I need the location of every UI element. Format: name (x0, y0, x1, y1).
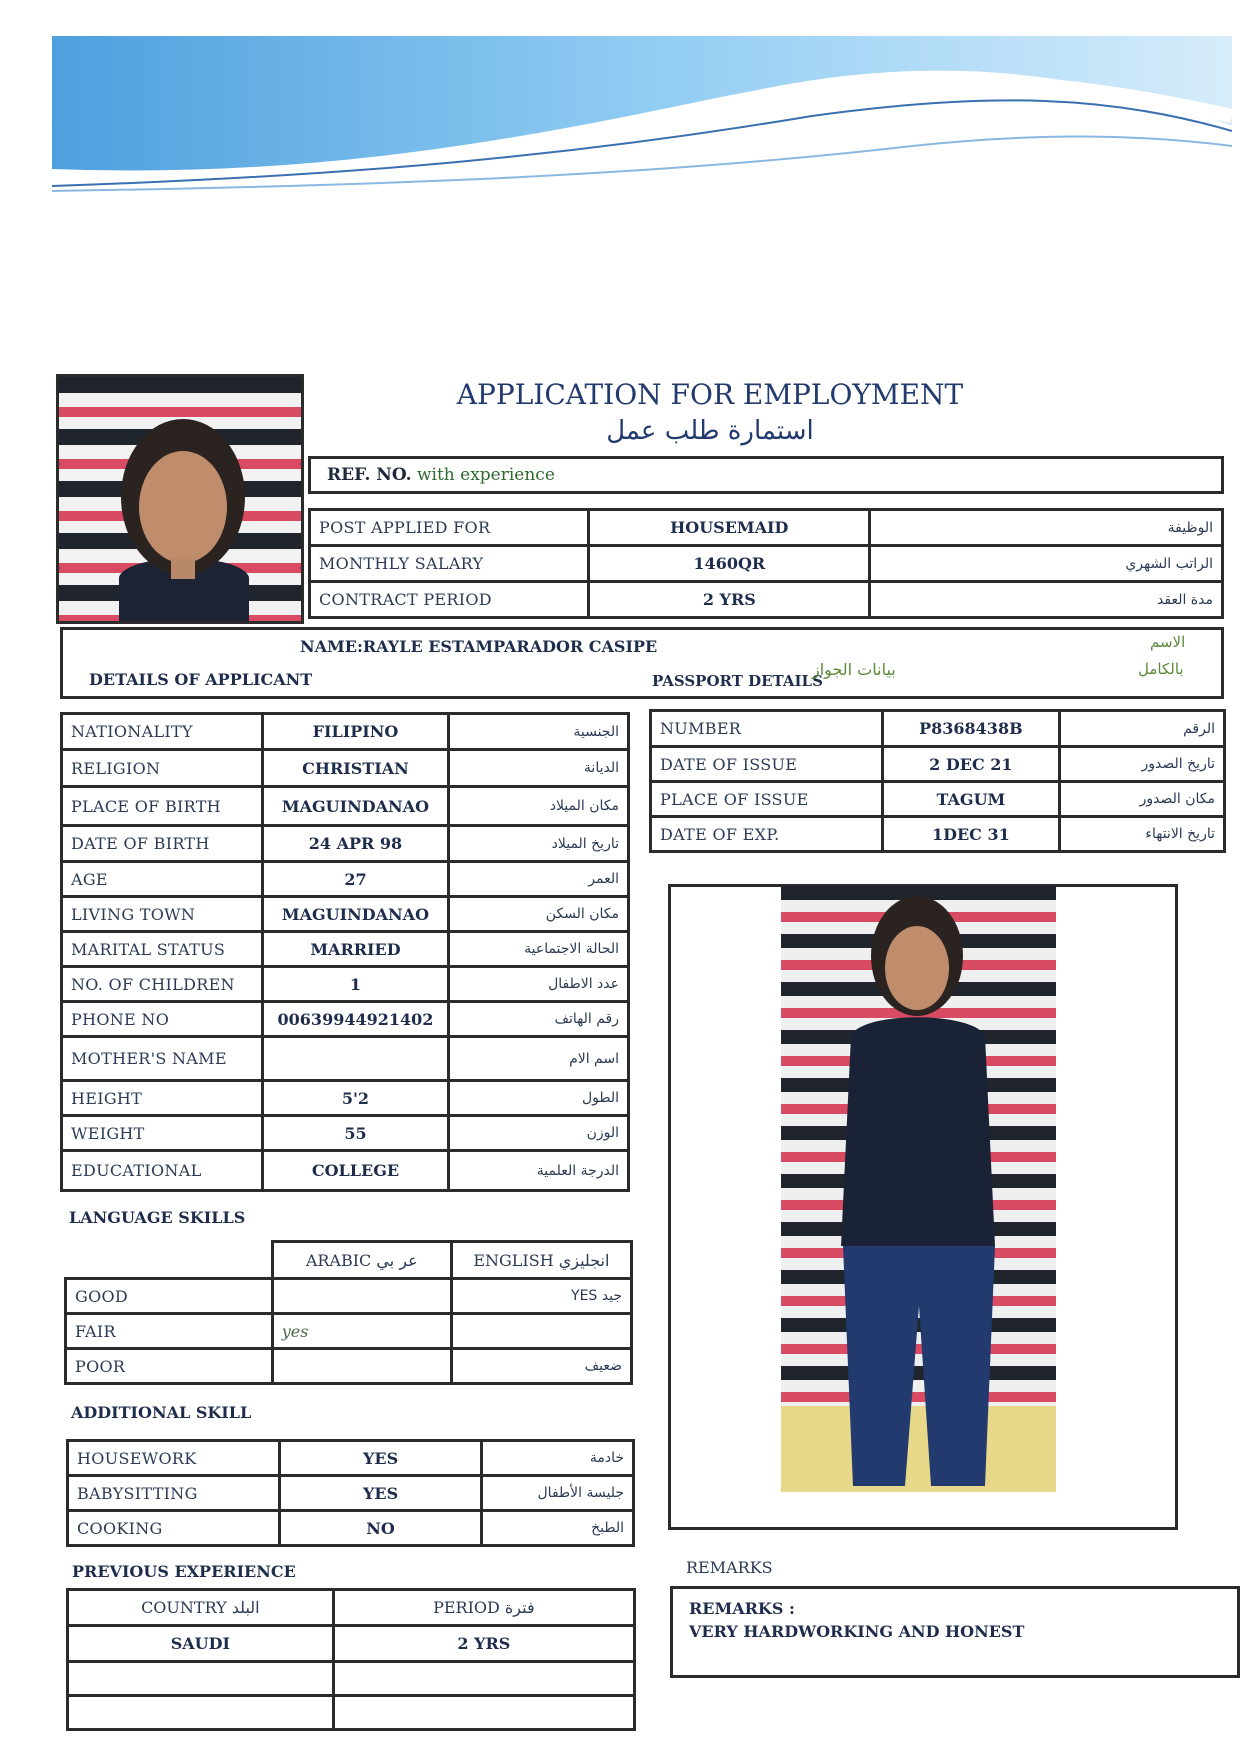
table-row (62, 1116, 629, 1151)
job-value: 2 YRS (589, 582, 870, 618)
detail-value: 24 APR 98 (263, 826, 449, 862)
detail-label-arabic: الجنسية (448, 714, 628, 750)
passport-value: P8368438B (882, 711, 1059, 747)
job-row (310, 510, 1223, 546)
detail-label-arabic: مكان السكن (448, 897, 628, 932)
table-row (66, 1349, 632, 1384)
detail-label: PLACE OF BIRTH (62, 787, 263, 826)
skill-value: NO (280, 1511, 482, 1546)
english-level-value: ضعيف (451, 1349, 631, 1384)
detail-value: 27 (263, 862, 449, 897)
arabic-column-header: ARABIC عر بي (272, 1242, 451, 1279)
job-label: CONTRACT PERIOD (310, 582, 589, 618)
passport-value: 1DEC 31 (882, 817, 1059, 852)
detail-value: CHRISTIAN (263, 750, 449, 787)
detail-label: MARITAL STATUS (62, 932, 263, 967)
skill-label-arabic: الطبخ (481, 1511, 633, 1546)
passport-label: PLACE OF ISSUE (651, 782, 883, 817)
additional-skill-heading: ADDITIONAL SKILL (71, 1403, 252, 1422)
detail-label: RELIGION (62, 750, 263, 787)
applicant-details-table (60, 712, 630, 1192)
table-row (62, 714, 629, 750)
skill-label: HOUSEWORK (68, 1441, 280, 1476)
detail-label-arabic: رقم الهاتف (448, 1002, 628, 1037)
arabic-level-value: yes (272, 1314, 451, 1349)
table-row (62, 750, 629, 787)
table-row (68, 1476, 634, 1511)
table-row (62, 897, 629, 932)
table-row (62, 787, 629, 826)
language-level-label: FAIR (66, 1314, 273, 1349)
detail-value: MAGUINDANAO (263, 897, 449, 932)
job-label: MONTHLY SALARY (310, 546, 589, 582)
experience-period: 2 YRS (333, 1626, 634, 1662)
detail-label: MOTHER'S NAME (62, 1037, 263, 1081)
detail-label-arabic: العمر (448, 862, 628, 897)
full-name-label-arabic: بالكامل (1138, 660, 1184, 678)
table-row (651, 817, 1225, 852)
details-of-applicant-heading: DETAILS OF APPLICANT (89, 670, 313, 689)
form-title-arabic: استمارة طلب عمل (606, 416, 814, 446)
detail-value: FILIPINO (263, 714, 449, 750)
table-row (62, 862, 629, 897)
remarks-box (670, 1586, 1240, 1678)
detail-label-arabic: الطول (448, 1081, 628, 1116)
passport-label-arabic: مكان الصدور (1060, 782, 1225, 817)
job-label: POST APPLIED FOR (310, 510, 589, 546)
table-row (62, 932, 629, 967)
table-row (68, 1441, 634, 1476)
detail-value: COLLEGE (263, 1151, 449, 1191)
form-title: APPLICATION FOR EMPLOYMENT (456, 378, 964, 411)
detail-label: LIVING TOWN (62, 897, 263, 932)
table-row (62, 967, 629, 1002)
table-row (68, 1696, 635, 1730)
detail-value: 00639944921402 (263, 1002, 449, 1037)
previous-experience-heading: PREVIOUS EXPERIENCE (72, 1562, 296, 1581)
job-table (308, 508, 1224, 619)
detail-value: 5'2 (263, 1081, 449, 1116)
table-row (66, 1314, 632, 1349)
table-row (62, 1151, 629, 1191)
detail-value: MARRIED (263, 932, 449, 967)
wave-banner (52, 36, 1232, 196)
detail-label-arabic: الديانة (448, 750, 628, 787)
detail-value: 55 (263, 1116, 449, 1151)
experience-country (68, 1662, 334, 1696)
table-row (68, 1511, 634, 1546)
passport-details-heading-arabic: بيانات الجواز (812, 660, 896, 679)
table-row (62, 1081, 629, 1116)
job-row (310, 582, 1223, 618)
detail-label: HEIGHT (62, 1081, 263, 1116)
arabic-level-value (272, 1349, 451, 1384)
detail-label-arabic: الوزن (448, 1116, 628, 1151)
applicant-full-body-photo (781, 886, 1056, 1492)
experience-country (68, 1696, 334, 1730)
skill-value: YES (280, 1476, 482, 1511)
remarks-label: REMARKS : (689, 1599, 795, 1618)
passport-label: DATE OF EXP. (651, 817, 883, 852)
detail-label-arabic: عدد الاطفال (448, 967, 628, 1002)
passport-details-table (649, 709, 1226, 853)
detail-value (263, 1037, 449, 1081)
language-level-label: POOR (66, 1349, 273, 1384)
applicant-name: NAME:RAYLE ESTAMPARADOR CASIPE (300, 637, 658, 656)
english-level-value: YES جيد (451, 1279, 631, 1314)
table-row (62, 826, 629, 862)
detail-label: DATE OF BIRTH (62, 826, 263, 862)
detail-label-arabic: اسم الام (448, 1037, 628, 1081)
name-label-arabic: الاسم (1150, 633, 1186, 651)
period-column-header: PERIOD فترة (333, 1590, 634, 1626)
remarks-heading: REMARKS (686, 1558, 773, 1577)
detail-value: 1 (263, 967, 449, 1002)
job-label-arabic: الراتب الشهري (870, 546, 1223, 582)
remarks-text: VERY HARDWORKING AND HONEST (689, 1622, 1025, 1641)
skill-label-arabic: خادمة (481, 1441, 633, 1476)
passport-label-arabic: تاريخ الصدور (1060, 747, 1225, 782)
detail-label: EDUCATIONAL (62, 1151, 263, 1191)
job-value: HOUSEMAID (589, 510, 870, 546)
reference-number-field (308, 456, 1224, 494)
table-row (651, 782, 1225, 817)
passport-value: 2 DEC 21 (882, 747, 1059, 782)
table-header-row (66, 1242, 632, 1279)
experience-country: SAUDI (68, 1626, 334, 1662)
language-skills-table (64, 1240, 633, 1385)
passport-label-arabic: تاريخ الانتهاء (1060, 817, 1225, 852)
passport-label: NUMBER (651, 711, 883, 747)
detail-label: AGE (62, 862, 263, 897)
english-column-header: ENGLISH انجليزي (451, 1242, 631, 1279)
detail-label-arabic: مكان الميلاد (448, 787, 628, 826)
detail-label: NATIONALITY (62, 714, 263, 750)
ref-label: REF. NO. (327, 465, 412, 485)
detail-label: NO. OF CHILDREN (62, 967, 263, 1002)
detail-label: WEIGHT (62, 1116, 263, 1151)
passport-value: TAGUM (882, 782, 1059, 817)
english-level-value (451, 1314, 631, 1349)
language-skills-heading: LANGUAGE SKILLS (69, 1208, 246, 1227)
detail-label-arabic: تاريخ الميلاد (448, 826, 628, 862)
table-row (62, 1037, 629, 1081)
empty-header-cell (66, 1242, 273, 1279)
table-row (66, 1279, 632, 1314)
table-row (651, 711, 1225, 747)
detail-label-arabic: الحالة الاجتماعية (448, 932, 628, 967)
table-row (68, 1662, 635, 1696)
job-label-arabic: الوظيفة (870, 510, 1223, 546)
experience-period (333, 1696, 634, 1730)
country-column-header: COUNTRY البلد (68, 1590, 334, 1626)
job-row (310, 546, 1223, 582)
job-value: 1460QR (589, 546, 870, 582)
skill-label-arabic: جليسة الأطفال (481, 1476, 633, 1511)
table-header-row (68, 1590, 635, 1626)
skill-label: BABYSITTING (68, 1476, 280, 1511)
applicant-portrait-photo (56, 374, 304, 624)
additional-skill-table (66, 1439, 635, 1547)
skill-value: YES (280, 1441, 482, 1476)
skill-label: COOKING (68, 1511, 280, 1546)
detail-value: MAGUINDANAO (263, 787, 449, 826)
passport-label-arabic: الرقم (1060, 711, 1225, 747)
passport-details-heading: PASSPORT DETAILS (652, 672, 823, 690)
arabic-level-value (272, 1279, 451, 1314)
ref-value: with experience (416, 465, 555, 485)
experience-period (333, 1662, 634, 1696)
previous-experience-table (66, 1588, 636, 1731)
table-row (62, 1002, 629, 1037)
detail-label-arabic: الدرجة العلمية (448, 1151, 628, 1191)
table-row (651, 747, 1225, 782)
passport-label: DATE OF ISSUE (651, 747, 883, 782)
job-label-arabic: مدة العقد (870, 582, 1223, 618)
table-row (68, 1626, 635, 1662)
detail-label: PHONE NO (62, 1002, 263, 1037)
language-level-label: GOOD (66, 1279, 273, 1314)
